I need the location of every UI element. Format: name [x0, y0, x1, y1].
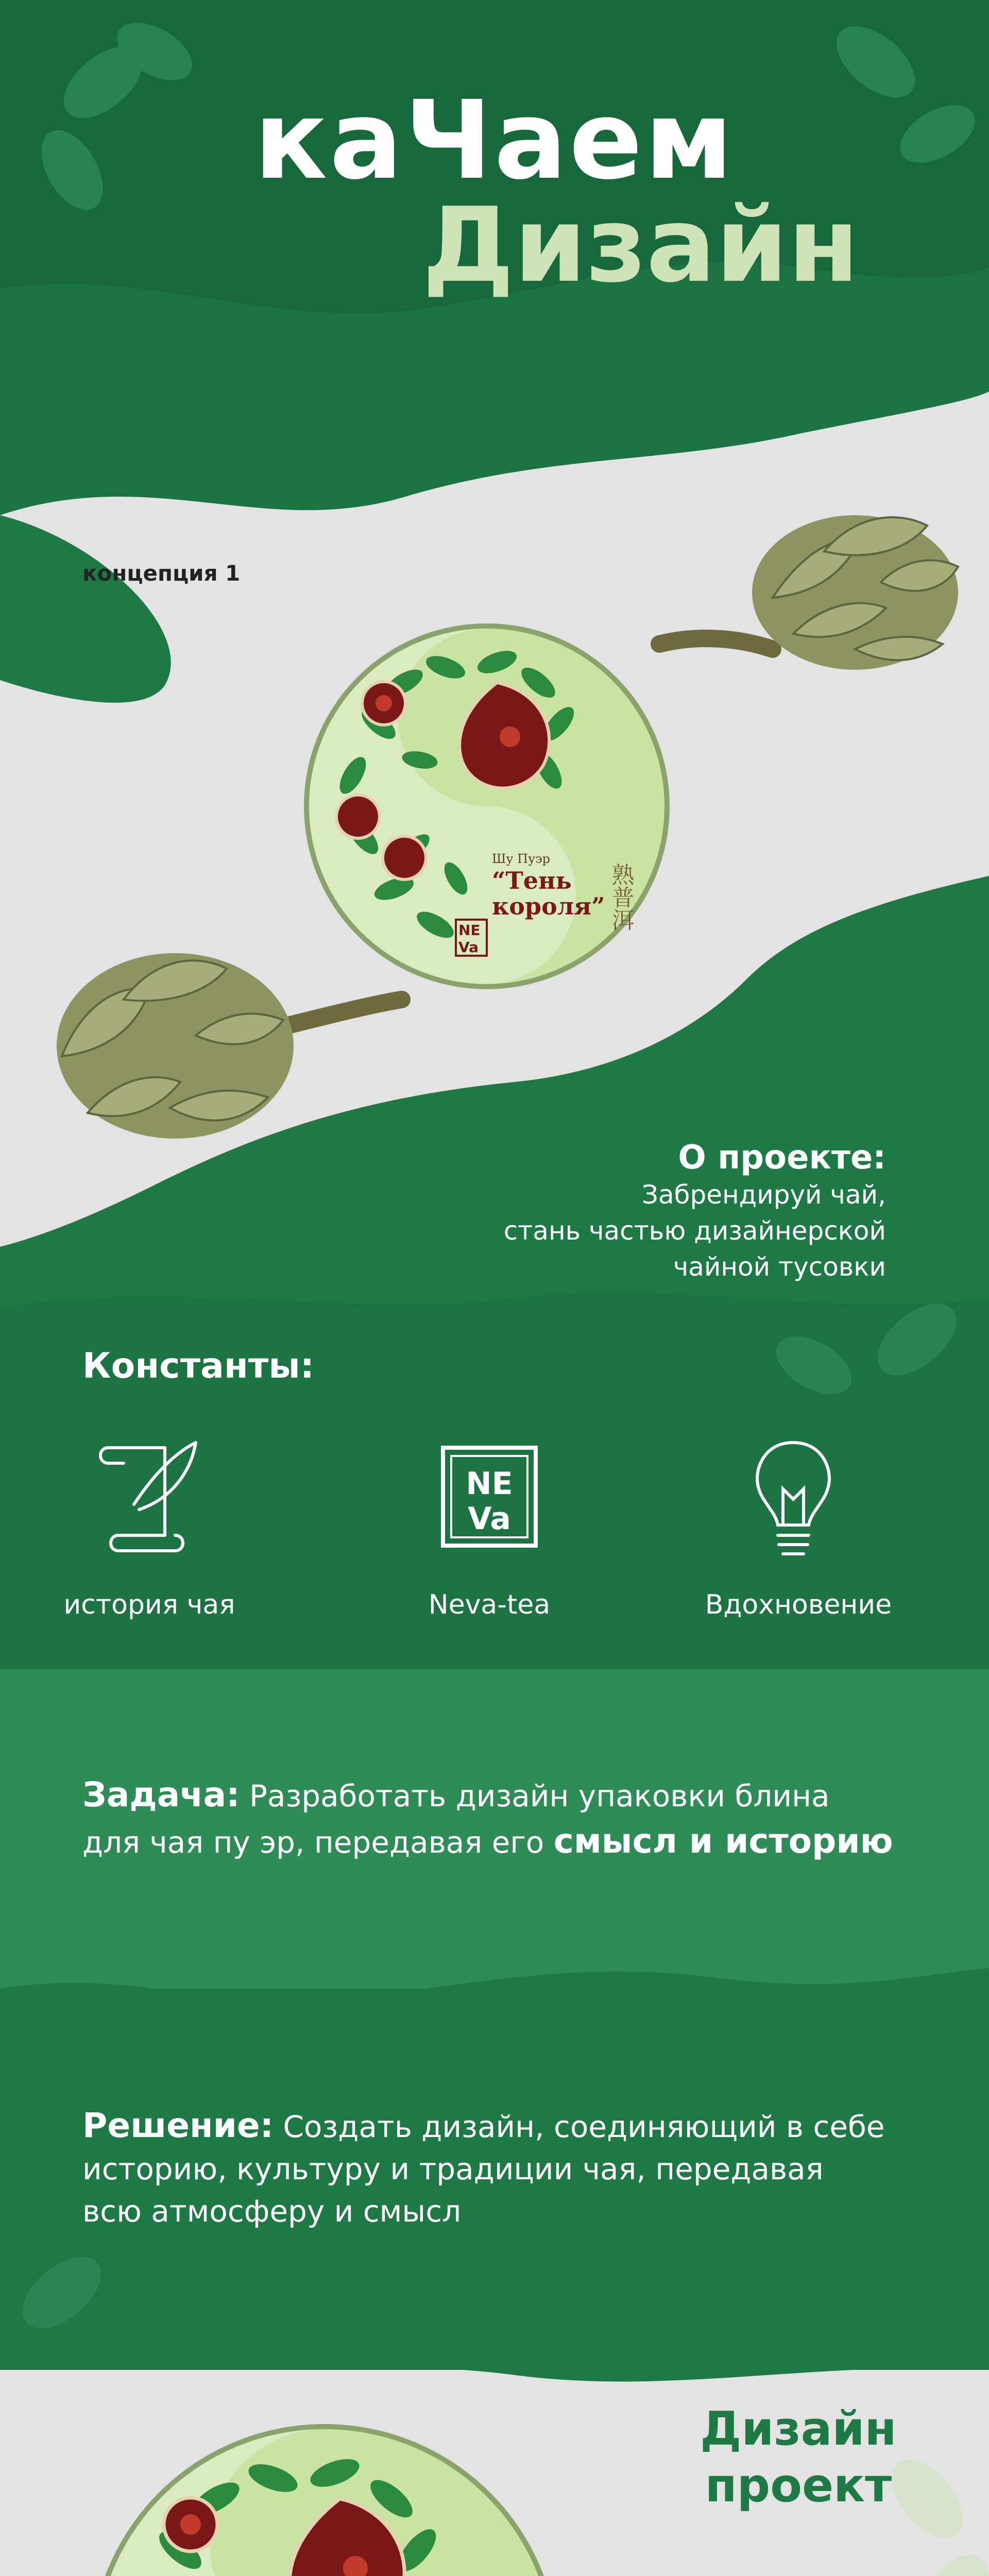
concept-label: концепция 1 [82, 561, 241, 586]
solution-label: Решение: [82, 2106, 274, 2145]
task-text-b: для чая пу эр, передавая его [82, 1825, 554, 1860]
lightbulb-icon [747, 1432, 840, 1566]
design-project-title [690, 2401, 907, 2514]
about-line-2: стань частью дизайнерской [503, 1216, 886, 1246]
about-line-1: Забрендируй чай, [641, 1180, 886, 1210]
neva-logo-top: NE [466, 1466, 513, 1502]
about-line-3: чайной тусовки [673, 1252, 886, 1282]
pkg1-hieroglyphs: 熟普洱 [607, 863, 634, 931]
constant-label-2: Neva-tea [428, 1589, 551, 1620]
neva-logo-icon [438, 1443, 541, 1551]
constant-label-3: Вдохновение [705, 1589, 892, 1620]
about-heading: О проекте: [678, 1139, 886, 1177]
solution-text-a: Создать дизайн, соединяющий в себе [274, 2109, 885, 2144]
constant-label-1: история чая [63, 1589, 235, 1620]
task-label: Задача: [82, 1775, 240, 1815]
design-project-line-1: Дизайн [700, 2402, 897, 2456]
pkg1-name-2: короля” [492, 892, 605, 920]
tea-package-2 [88, 2421, 561, 2576]
title-line-1: каЧаем [254, 77, 735, 204]
task-text-a: Разработать дизайн упаковки блина [240, 1778, 830, 1814]
constants-title: Константы: [82, 1346, 314, 1386]
scroll-quill-icon [98, 1432, 201, 1566]
artichoke-top-image [639, 479, 968, 726]
solution-block [82, 2105, 907, 2232]
pkg1-name-1: “Тень [492, 867, 572, 894]
title-line-2: Дизайн [422, 185, 859, 306]
about-block [464, 1139, 886, 1285]
tea-package-1 [301, 621, 672, 992]
pkg1-logo-bottom: Va [458, 939, 479, 956]
neva-logo-bottom: Va [468, 1501, 511, 1537]
task-emphasis: смысл и историю [553, 1821, 893, 1861]
design-project-line-2: проект [705, 2459, 892, 2513]
solution-text-b: историю, культуру и традиции чая, передавая [82, 2151, 824, 2187]
solution-text-c: всю атмосферу и смысл [82, 2194, 462, 2229]
pkg1-small-label: Шу Пуэр [492, 852, 550, 866]
pkg1-logo-top: NE [458, 922, 481, 939]
task-block [82, 1772, 917, 1865]
